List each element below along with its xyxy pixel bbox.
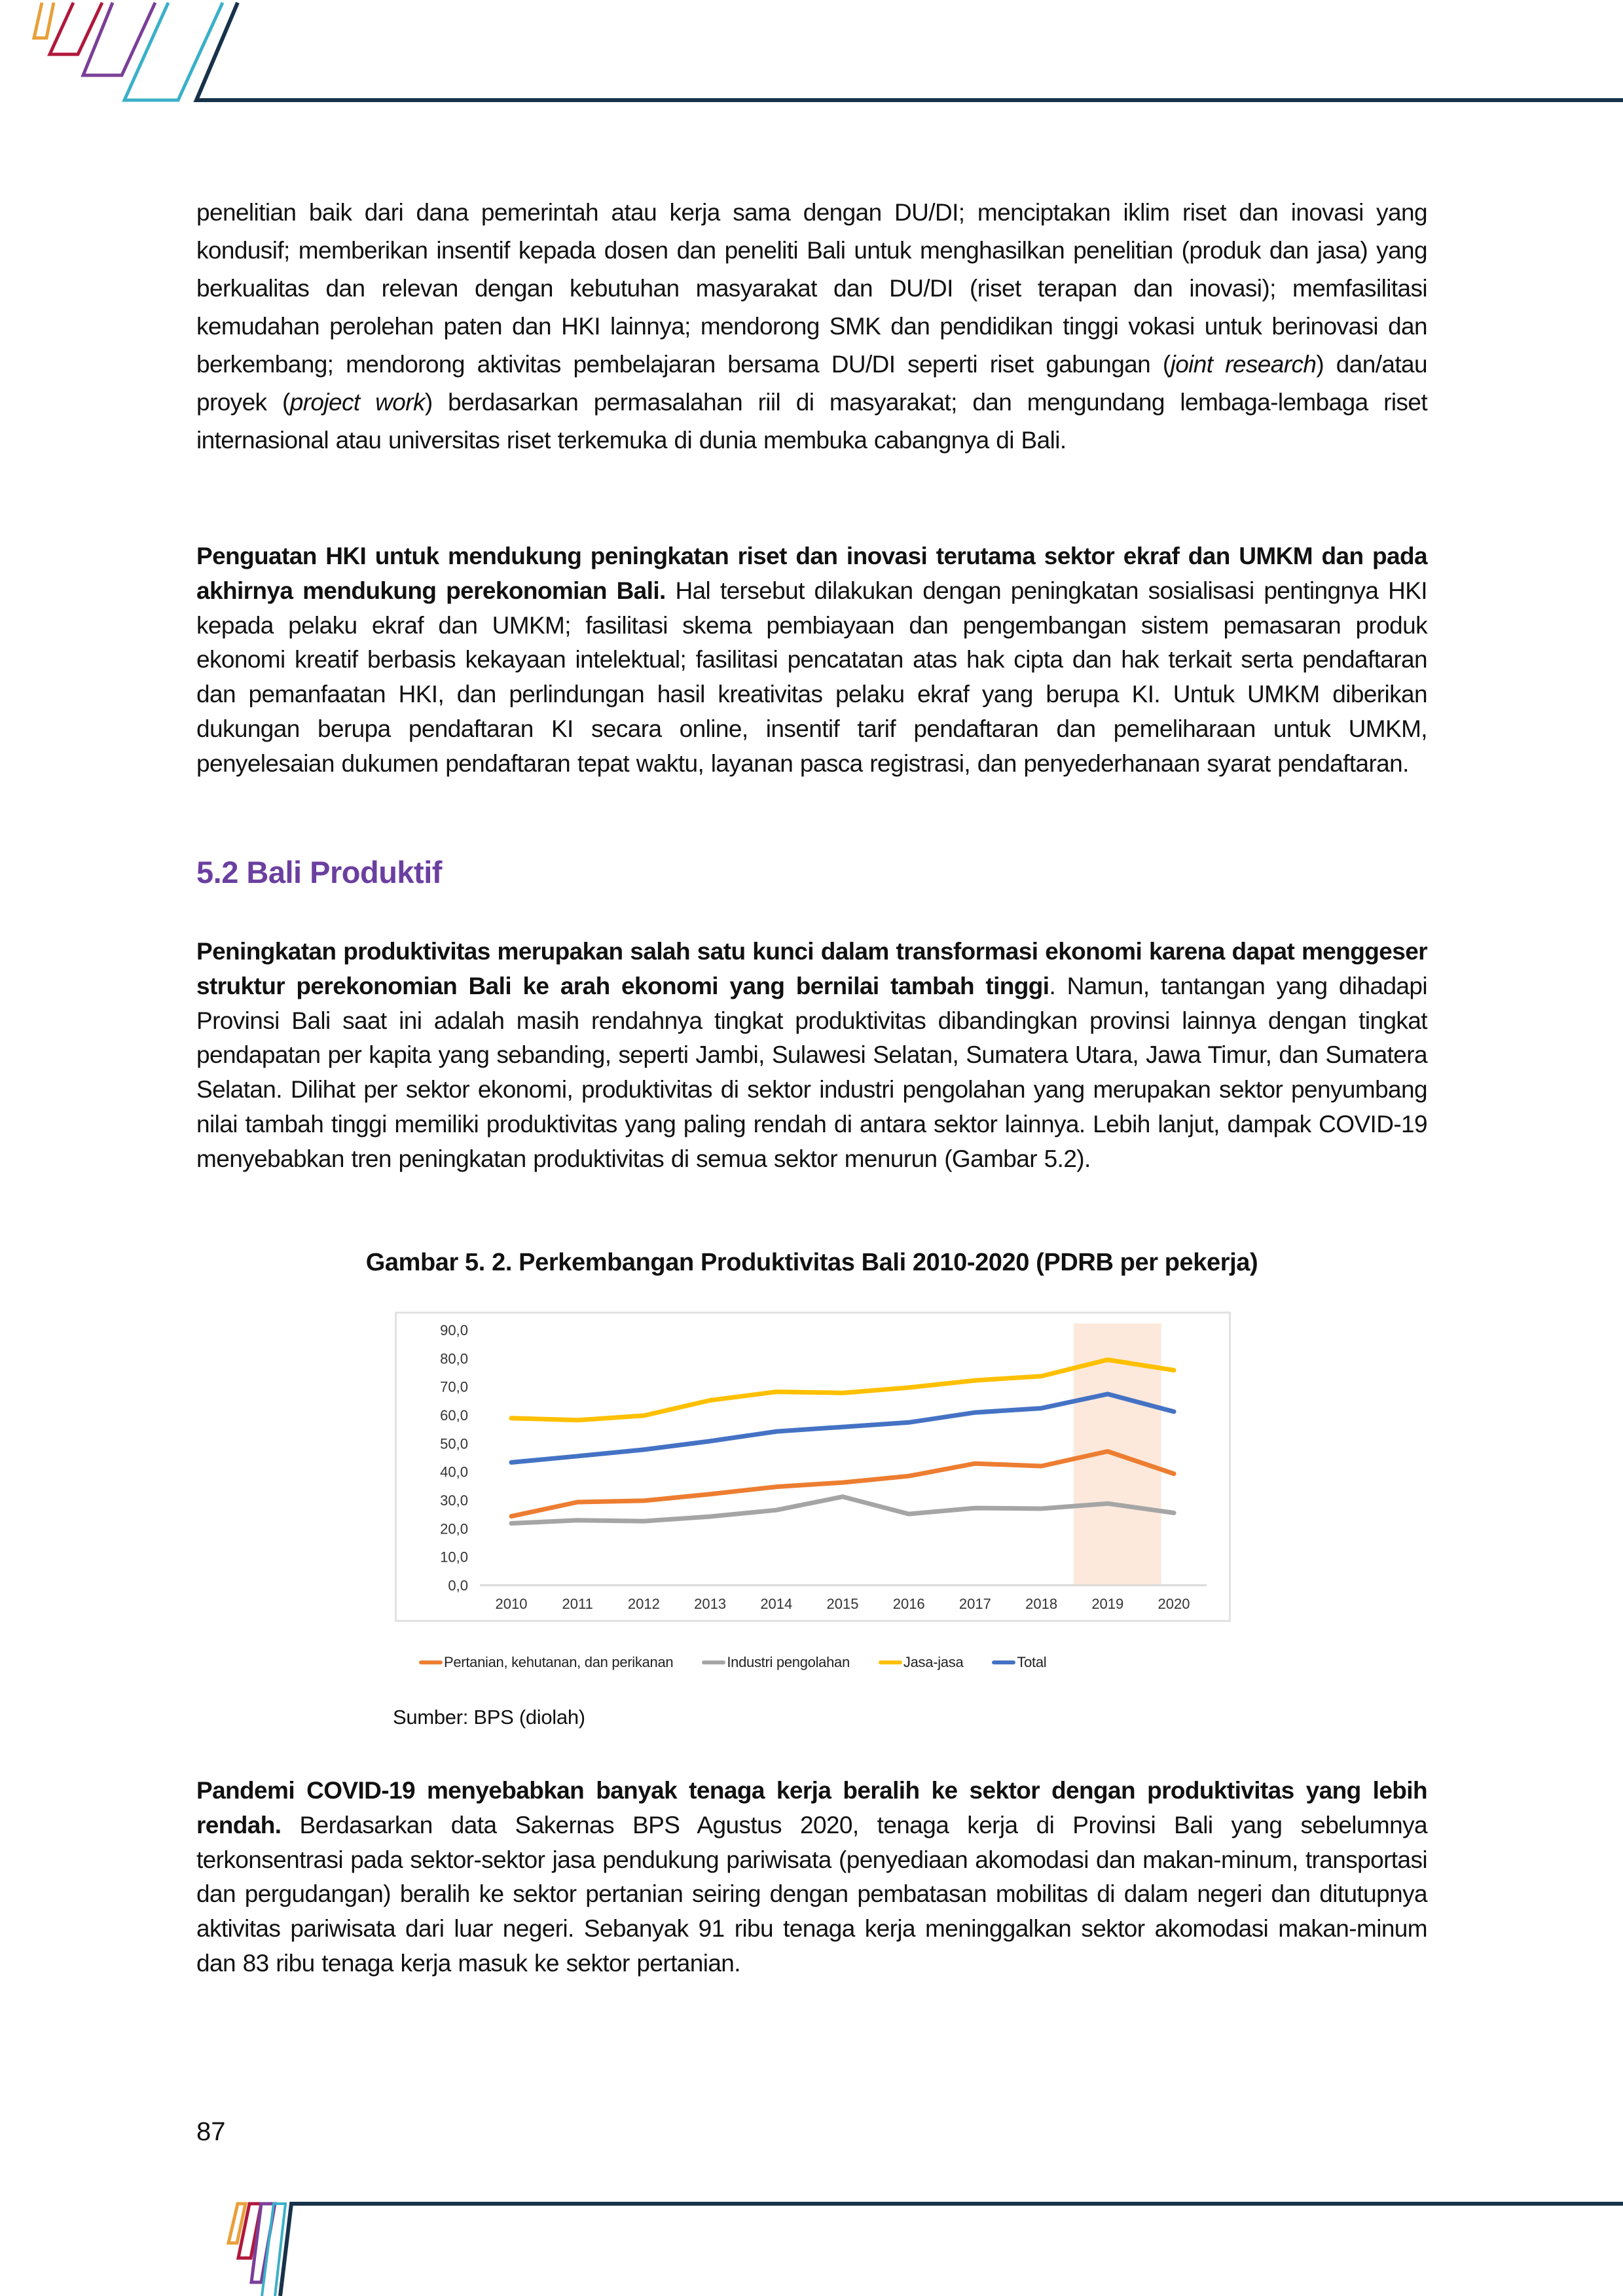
paragraph-research: [196, 194, 1427, 459]
y-tick-label: 30,0: [440, 1492, 468, 1509]
text: Hal tersebut dilakukan dengan peningkatan sosialisasi pentingnya HKI kepada pelaku ekraf dan UMKM; fasilitasi skema pembiayaan dan pengembangan sistem pemasaran produk ekonomi kreatif berbasis kekayaan intelektual; fasilitasi pencatatan atas hak cipta dan hak terkait serta pendaftaran dan pemanfaatan HKI, dan perlindungan hasil kreativitas pelaku ekraf yang berupa KI. Untuk UMKM diberikan dukungan berupa pendaftaran KI secara online, insentif tarif pendaftaran dan pemeliharaan untuk UMKM, penyelesaian dukumen pendaftaran tepat waktu, layanan pasca registrasi, dan penyederhanaan syarat pendaftaran.: [196, 577, 1427, 777]
x-tick-label: 2010: [495, 1596, 528, 1612]
page-number: 87: [196, 2117, 226, 2146]
deco-navy-line: [280, 2204, 1623, 2296]
section-heading: 5.2 Bali Produktif: [196, 855, 442, 889]
text: penelitian baik dari dana pemerintah atau kerja sama dengan DU/DI; menciptakan iklim riset dan inovasi yang kondusif; memberikan insentif kepada dosen dan peneliti Bali untuk menghasilkan penelitian (produk dan jasa) yang berkualitas dan relevan dengan kebutuhan masyarakat dan DU/DI (riset terapan dan inovasi); memfasilitasi kemudahan perolehan paten dan HKI lainnya; mendorong SMK dan pendidikan tinggi vokasi untuk berinovasi dan berkembang; mendorong aktivitas pembelajaran bersama DU/DI seperti riset gabungan (: [196, 199, 1427, 378]
x-tick-label: 2017: [958, 1596, 991, 1612]
legend-label: Industri pengolahan: [727, 1654, 850, 1670]
figure-caption: Gambar 5. 2. Perkembangan Produktivitas Bali 2010-2020 (PDRB per pekerja): [365, 1249, 1258, 1276]
footer-decoration: [0, 2186, 1623, 2296]
x-tick-label: 2015: [826, 1596, 859, 1612]
y-tick-label: 40,0: [440, 1463, 468, 1480]
deco-orange-stripe: [34, 3, 54, 38]
y-tick-label: 10,0: [440, 1549, 468, 1566]
x-tick-label: 2020: [1158, 1596, 1190, 1612]
x-tick-label: 2018: [1025, 1596, 1058, 1612]
text: ) berdasarkan permasalahan riil di masyarakat; dan mengundang lembaga-lembaga riset internasional atau universitas riset terkemuka di dunia membuka cabangnya di Bali.: [196, 389, 1427, 454]
y-tick-label: 0,0: [448, 1577, 468, 1594]
line-chart: [395, 1312, 1231, 1678]
x-tick-label: 2013: [694, 1596, 727, 1612]
legend-swatch-pertanian: [419, 1660, 443, 1664]
chart-legend-row: [419, 1649, 1231, 1676]
paragraph-hki: [196, 539, 1427, 781]
y-tick-label: 60,0: [440, 1407, 468, 1424]
y-tick-label: 50,0: [440, 1435, 468, 1452]
x-axis-ticks: [496, 1596, 1190, 1612]
text: . Namun, tantangan yang dihadapi Provinsi Bali saat ini adalah masih rendahnya tingkat produktivitas dibandingkan provinsi lainnya dengan tingkat pendapatan per kapita yang sebanding, seperti Jambi, Sulawesi Selatan, Sumatera Utara, Jawa Timur, dan Sumatera Selatan. Dilihat per sektor ekonomi, produktivitas di sektor industri pengolahan yang merupakan sektor penyumbang nilai tambah tinggi memiliki produktivitas yang paling rendah di antara sektor lainnya. Lebih lanjut, dampak COVID-19 menyebabkan tren peningkatan produktivitas di semua sektor menurun (Gambar 5.2).: [196, 972, 1428, 1172]
legend-swatch-jasa: [879, 1660, 902, 1664]
italic-term: project work: [289, 389, 425, 416]
y-tick-label: 90,0: [440, 1322, 468, 1338]
paragraph-productivity: [196, 935, 1427, 1177]
text: ) dan/atau proyek (: [196, 351, 1427, 416]
italic-term: joint research: [1170, 351, 1317, 378]
deco-purple-stripe: [83, 3, 155, 75]
x-tick-label: 2011: [562, 1596, 593, 1612]
paragraph-covid: [196, 1774, 1427, 1981]
text: Berdasarkan data Sakernas BPS Agustus 2020, tenaga kerja di Provinsi Bali yang sebelumnya terkonsentrasi pada sektor-sektor jasa pendukung pariwisata (penyediaan akomodasi dan makan-minum, transportasi dan pergudangan) beralih ke sektor pertanian seiring dengan pembatasan mobilitas di dalam negeri dan ditutupnya aktivitas pariwisata dari luar negeri. Sebanyak 91 ribu tenaga kerja meninggalkan sektor akomodasi makan-minum dan 83 ribu tenaga kerja masuk ke sektor pertanian.: [196, 1811, 1427, 1977]
x-tick-label: 2016: [892, 1596, 925, 1612]
deco-navy-line: [196, 3, 1623, 100]
bold-lead: Penguatan HKI untuk mendukung peningkatan riset dan inovasi terutama sektor ekraf dan UMKM dan pada akhirnya mendukung perekonomian Bali.: [196, 543, 1427, 604]
legend-label: Pertanian, kehutanan, dan perikanan: [444, 1654, 674, 1670]
header-decoration: [0, 0, 1623, 111]
y-tick-label: 70,0: [440, 1378, 468, 1395]
y-tick-label: 20,0: [440, 1520, 468, 1537]
bold-lead: Peningkatan produktivitas merupakan salah satu kunci dalam transformasi ekonomi karena dapat menggeser struktur perekonomian Bali ke arah ekonomi yang bernilai tambah tinggi: [196, 938, 1427, 999]
deco-teal-stripe: [124, 3, 223, 100]
y-axis-ticks: [440, 1322, 468, 1594]
x-tick-label: 2014: [760, 1596, 793, 1612]
y-tick-label: 80,0: [440, 1350, 468, 1367]
legend-swatch-industri: [702, 1660, 725, 1664]
x-tick-label: 2019: [1091, 1596, 1124, 1612]
legend-label: Total: [1017, 1654, 1047, 1670]
legend-label: Jasa-jasa: [903, 1654, 964, 1670]
bold-lead: Pandemi COVID-19 menyebabkan banyak tenaga kerja beralih ke sektor dengan produktivitas yang lebih rendah.: [196, 1777, 1427, 1839]
legend-swatch-total: [992, 1660, 1015, 1664]
x-tick-label: 2012: [627, 1596, 660, 1612]
figure-source: Sumber: BPS (diolah): [393, 1706, 585, 1729]
